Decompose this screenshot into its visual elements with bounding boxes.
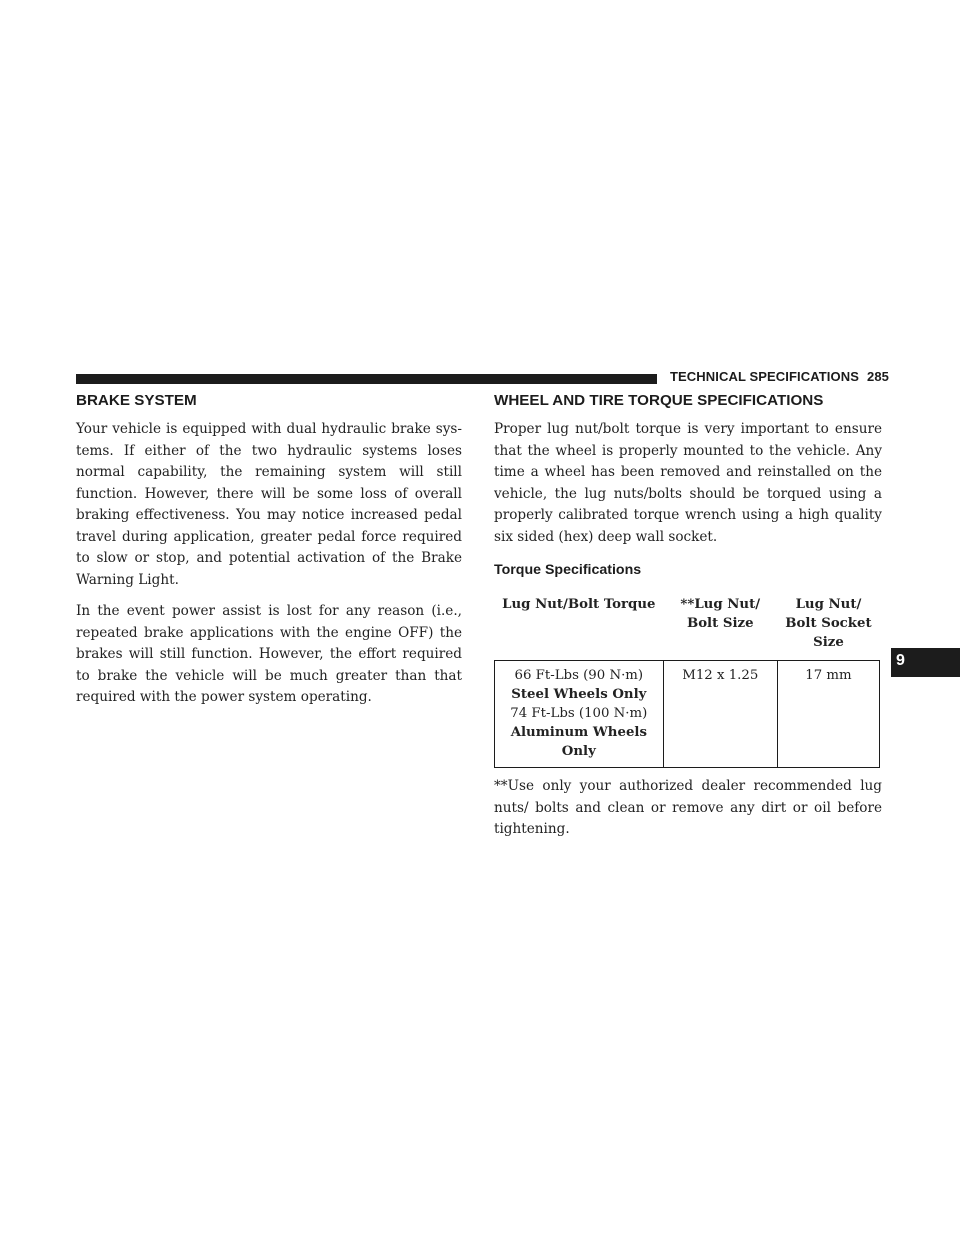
brake-system-column (76, 392, 462, 719)
brake-paragraph-2: In the event power assist is lost for any reason (i.e., repeated brake applications with the engine OFF) the brakes will still function. However, the effort required to brake the vehicle will be much greater than that required with the power system operating. (76, 603, 462, 705)
col-header-socket-size: Lug Nut/ Bolt Socket Size (785, 597, 872, 650)
page-number: 285 (866, 369, 889, 384)
cell-bolt-size: M12 x 1.25 (663, 661, 777, 768)
torque-heading: WHEEL AND TIRE TORQUE SPECIFICATIONS (494, 392, 824, 409)
aluminum-label: Aluminum Wheels Only (510, 725, 647, 759)
chapter-number: 9 (896, 652, 905, 669)
torque-note: **Use only your authorized dealer recommended lug nuts/ bolts and clean or remove any dirt or oil before tightening. (494, 778, 882, 837)
table-row (495, 661, 880, 768)
torque-intro: Proper lug nut/bolt torque is very important to ensure that the wheel is properly mounted to the vehicle. Any time a wheel has been removed and reinstalled on the vehicle, the lug nuts/bolts should be torqued using a properly calibrated torque wrench using a high quality six sided (hex) deep wall socket. (494, 421, 882, 545)
torque-subheading: Torque Specifications (494, 562, 642, 578)
torque-steel: 66 Ft-Lbs (90 N·m) (514, 668, 644, 683)
running-header (670, 369, 889, 384)
brake-paragraph-1: Your vehicle is equipped with dual hydraulic brake systems. If either of the two hydraulic systems loses normal capability, the remaining system will still function. However, there will be some loss of overall braking effectiveness. You may notice increased pedal travel during application, greater pedal force required to slow or stop, and potential activation of the Brake Warning Light. (76, 421, 462, 588)
table-header-row (495, 590, 880, 661)
steel-label: Steel Wheels Only (511, 687, 647, 702)
section-title: TECHNICAL SPECIFICATIONS (670, 369, 859, 384)
torque-table (494, 590, 880, 768)
header-rule (76, 374, 657, 384)
cell-torque (495, 661, 664, 768)
torque-column (494, 392, 882, 851)
col-header-bolt-size: **Lug Nut/ Bolt Size (680, 597, 761, 631)
cell-socket-size: 17 mm (777, 661, 879, 768)
brake-system-heading: BRAKE SYSTEM (76, 392, 197, 409)
chapter-tab (891, 648, 960, 677)
col-header-torque: Lug Nut/Bolt Torque (502, 597, 656, 612)
torque-aluminum: 74 Ft-Lbs (100 N·m) (510, 706, 648, 721)
